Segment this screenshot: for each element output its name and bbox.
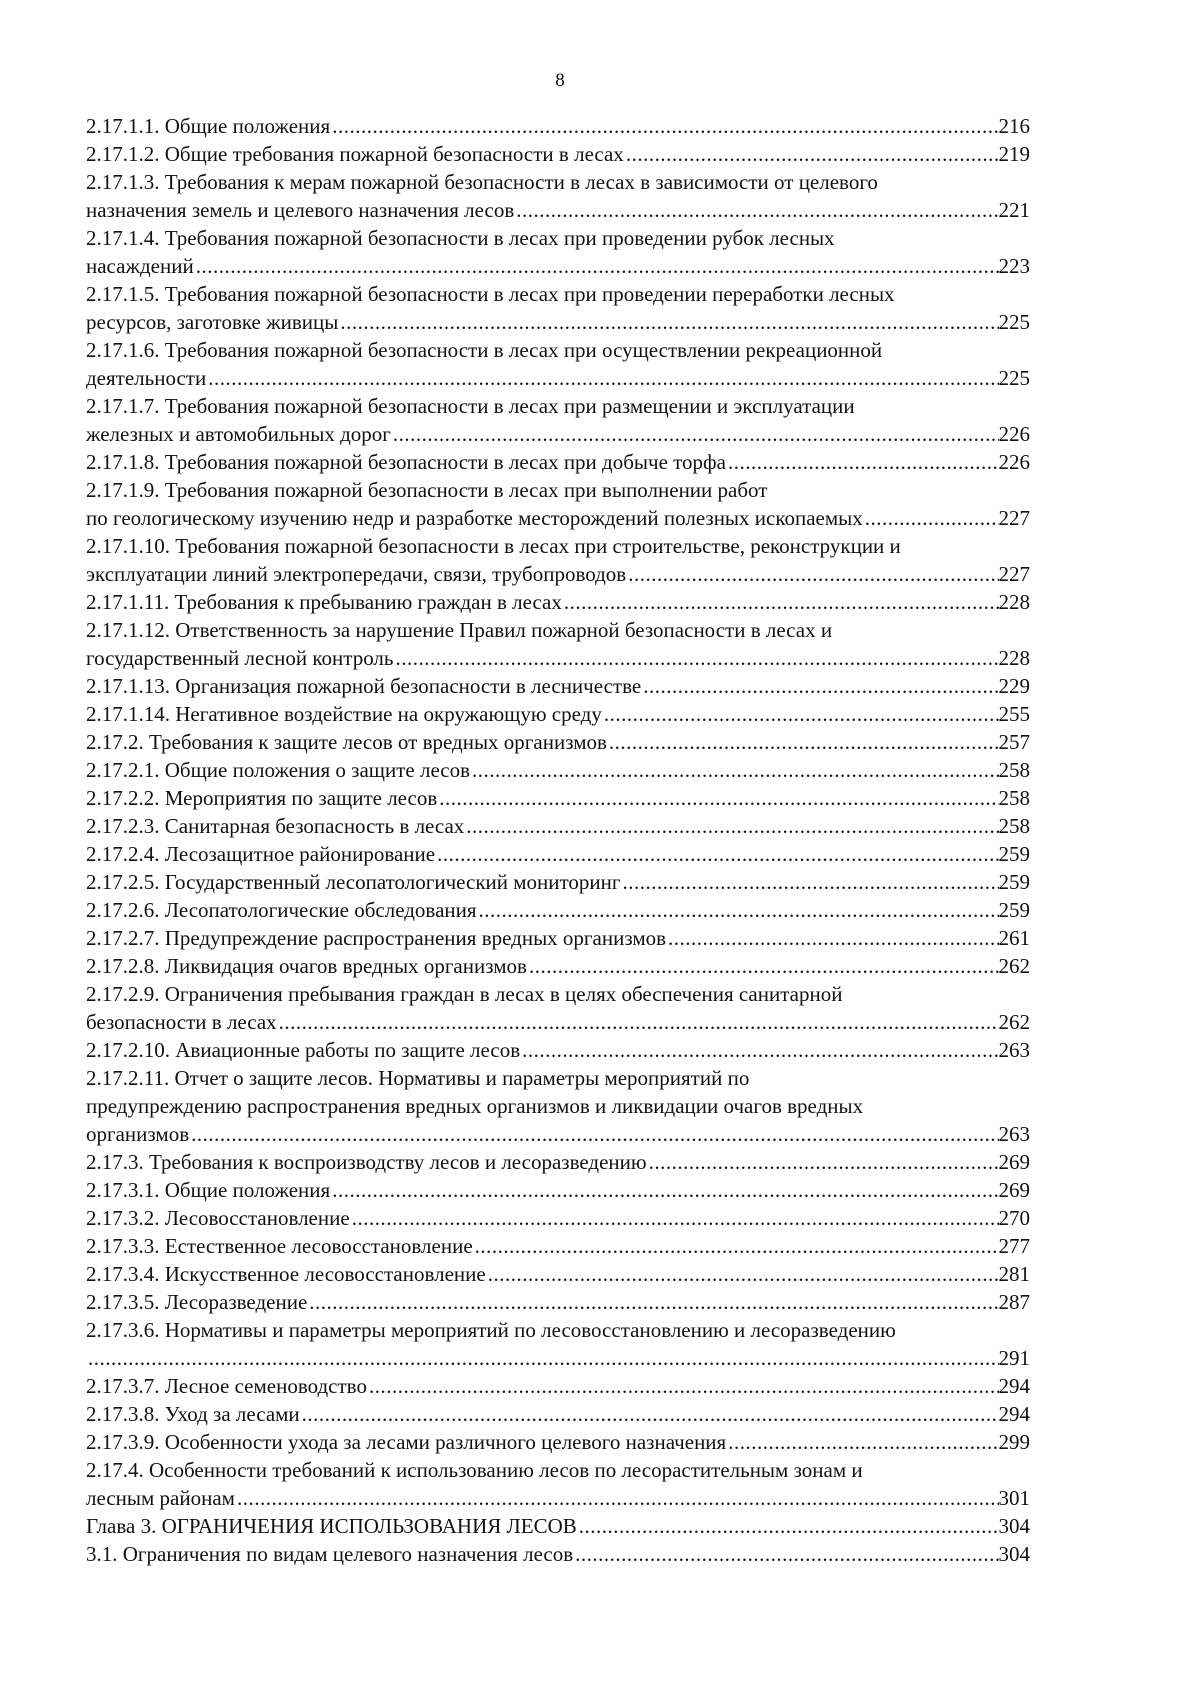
toc-entry-title: 2.17.1.4. Требования пожарной безопасности в лесах при проведении рубок лесных — [86, 226, 835, 250]
toc-entry-title: лесным районам — [86, 1486, 235, 1510]
toc-page-number: 294 — [998, 1374, 1030, 1398]
dot-leader — [330, 1176, 998, 1204]
toc-entry-title: эксплуатации линий электропередачи, связи, трубопроводов — [86, 562, 627, 586]
toc-entry — [86, 1036, 1030, 1064]
toc-entry-last-line — [86, 420, 1030, 448]
toc-entry — [86, 1260, 1030, 1288]
dot-leader — [464, 812, 998, 840]
toc-entry — [86, 952, 1030, 980]
toc-entry-last-line — [86, 924, 1030, 952]
toc-entry-title: 2.17.2.3. Санитарная безопасность в лесах — [86, 814, 465, 838]
toc-entry-last-line — [86, 1120, 1030, 1148]
toc-entry — [86, 476, 1030, 532]
toc-entry-last-line — [86, 1372, 1030, 1400]
toc-page-number: 259 — [998, 870, 1030, 894]
dot-leader — [486, 1260, 999, 1288]
toc-entry-line — [86, 1316, 1030, 1344]
toc-entry-line — [86, 980, 1030, 1008]
toc-entry-last-line — [86, 1288, 1030, 1316]
toc-entry-title: 2.17.1.6. Требования пожарной безопасности в лесах при осуществлении рекреационной — [86, 338, 883, 362]
toc-page-number: 219 — [998, 142, 1030, 166]
toc-entry-title: 2.17.2.5. Государственный лесопатологический мониторинг — [86, 870, 621, 894]
toc-page-number: 226 — [998, 422, 1030, 446]
toc-entry — [86, 1288, 1030, 1316]
toc-entry-last-line — [86, 1428, 1030, 1456]
toc-entry — [86, 140, 1030, 168]
toc-entry — [86, 168, 1030, 224]
toc-entry-title: 2.17.2.7. Предупреждение распространения вредных организмов — [86, 926, 667, 950]
toc-entry — [86, 1316, 1030, 1372]
toc-entry — [86, 672, 1030, 700]
toc-entry-last-line — [86, 1344, 1030, 1372]
toc-entry-title: государственный лесной контроль — [86, 646, 394, 670]
toc-entry-last-line — [86, 756, 1030, 784]
dot-leader — [602, 700, 999, 728]
dot-leader — [330, 112, 998, 140]
toc-entry-last-line — [86, 588, 1030, 616]
toc-entry — [86, 336, 1030, 392]
dot-leader — [607, 728, 999, 756]
toc-entry — [86, 392, 1030, 448]
toc-entry-title: предупреждению распространения вредных организмов и ликвидации очагов вредных — [86, 1094, 864, 1118]
toc-entry-title: 2.17.1.3. Требования к мерам пожарной безопасности в лесах в зависимости от целевого — [86, 170, 878, 194]
toc-page-number: 301 — [998, 1486, 1030, 1510]
toc-entry — [86, 784, 1030, 812]
toc-page-number: 216 — [998, 114, 1030, 138]
toc-entry-last-line — [86, 896, 1030, 924]
toc-entry-title: 2.17.3.3. Естественное лесовосстановление — [86, 1234, 473, 1258]
toc-entry-title: 2.17.3.8. Уход за лесами — [86, 1402, 300, 1426]
toc-entry-title: железных и автомобильных дорог — [86, 422, 391, 446]
toc-page-number: 258 — [998, 758, 1030, 782]
toc-entry-last-line — [86, 1540, 1030, 1568]
toc-entry — [86, 1540, 1030, 1568]
toc-page-number: 304 — [998, 1542, 1030, 1566]
toc-page-number: 258 — [998, 814, 1030, 838]
toc-entry-title: 2.17.3.4. Искусственное лесовосстановление — [86, 1262, 486, 1286]
toc-entry-last-line — [86, 728, 1030, 756]
dot-leader — [277, 1008, 999, 1036]
toc-entry-title: 2.17.2.11. Отчет о защите лесов. Нормативы и параметры мероприятий по — [86, 1066, 750, 1090]
toc-entry-title: 2.17.3.5. Лесоразведение — [86, 1290, 308, 1314]
toc-entry-last-line — [86, 1036, 1030, 1064]
toc-entry-title: 2.17.1.1. Общие положения — [86, 114, 331, 138]
toc-page-number: 261 — [998, 926, 1030, 950]
toc-entry-title: 2.17.3.7. Лесное семеноводство — [86, 1374, 367, 1398]
toc-entry-line — [86, 336, 1030, 364]
toc-page-number: 227 — [998, 562, 1030, 586]
dot-leader — [641, 672, 998, 700]
toc-entry-last-line — [86, 1148, 1030, 1176]
toc-entry — [86, 1148, 1030, 1176]
dot-leader — [235, 1484, 999, 1512]
toc-page-number: 277 — [998, 1234, 1030, 1258]
toc-page-number: 259 — [998, 898, 1030, 922]
dot-leader — [647, 1148, 999, 1176]
toc-entry-title: 2.17.1.8. Требования пожарной безопасности в лесах при добыче торфа — [86, 450, 726, 474]
toc-page-number: 263 — [998, 1038, 1030, 1062]
toc-entry-line — [86, 168, 1030, 196]
toc-entry — [86, 896, 1030, 924]
toc-entry-title: 2.17.2.8. Ликвидация очагов вредных организмов — [86, 954, 527, 978]
toc-page-number: 228 — [998, 646, 1030, 670]
toc-entry — [86, 1456, 1030, 1512]
toc-entry-last-line — [86, 504, 1030, 532]
toc-entry-title: 2.17.2.9. Ограничения пребывания граждан в лесах в целях обеспечения санитарной — [86, 982, 843, 1006]
toc-entry — [86, 532, 1030, 588]
toc-page-number: 269 — [998, 1150, 1030, 1174]
toc-entry-title: 2.17.2.10. Авиационные работы по защите лесов — [86, 1038, 521, 1062]
toc-entry — [86, 868, 1030, 896]
toc-entry — [86, 1400, 1030, 1428]
toc-entry-last-line — [86, 700, 1030, 728]
toc-page-number: 262 — [998, 954, 1030, 978]
dot-leader — [470, 756, 998, 784]
toc-entry-title: 2.17.2.4. Лесозащитное районирование — [86, 842, 436, 866]
dot-leader — [562, 588, 999, 616]
toc-entry — [86, 728, 1030, 756]
toc-page-number: 294 — [998, 1402, 1030, 1426]
toc-entry-title: Глава 3. ОГРАНИЧЕНИЯ ИСПОЛЬЗОВАНИЯ ЛЕСОВ — [86, 1514, 577, 1538]
toc-page-number: 225 — [998, 310, 1030, 334]
dot-leader — [367, 1372, 999, 1400]
toc-entry-title: деятельности — [86, 366, 207, 390]
dot-leader — [338, 308, 998, 336]
toc-entry-title: 2.17.1.2. Общие требования пожарной безопасности в лесах — [86, 142, 624, 166]
dot-leader — [726, 1428, 998, 1456]
toc-entry-title: ресурсов, заготовке живицы — [86, 310, 339, 334]
dot-leader — [307, 1288, 998, 1316]
toc-entry-title: 2.17.1.11. Требования к пребыванию граждан в лесах — [86, 590, 562, 614]
toc-entry-line — [86, 1092, 1030, 1120]
toc-entry-title: по геологическому изучению недр и разработке месторождений полезных ископаемых — [86, 506, 863, 530]
toc-entry-last-line — [86, 812, 1030, 840]
toc-page-number: 291 — [998, 1346, 1030, 1370]
toc-page-number: 299 — [998, 1430, 1030, 1454]
toc-entry-last-line — [86, 560, 1030, 588]
toc-page-number: 263 — [998, 1122, 1030, 1146]
toc-entry-last-line — [86, 1260, 1030, 1288]
toc-entry-title: 2.17.2. Требования к защите лесов от вредных организмов — [86, 730, 607, 754]
toc-entry-line — [86, 1064, 1030, 1092]
toc-entry — [86, 1428, 1030, 1456]
toc-entry-last-line — [86, 364, 1030, 392]
dot-leader — [621, 868, 999, 896]
toc-entry-line — [86, 280, 1030, 308]
toc-entry-title: 2.17.2.2. Мероприятия по защите лесов — [86, 786, 438, 810]
toc-entry-last-line — [86, 1400, 1030, 1428]
toc-page-number: 287 — [998, 1290, 1030, 1314]
toc-entry-title: безопасности в лесах — [86, 1010, 277, 1034]
toc-entry-last-line — [86, 1176, 1030, 1204]
toc-entry — [86, 112, 1030, 140]
dot-leader — [350, 1204, 999, 1232]
toc-entry — [86, 1064, 1030, 1148]
dot-leader — [393, 644, 998, 672]
toc-entry-title: насаждений — [86, 254, 194, 278]
toc-entry-title: 2.17.3.6. Нормативы и параметры мероприятий по лесовосстановлению и лесоразведению — [86, 1318, 896, 1342]
page-number: 8 — [555, 70, 565, 91]
toc-entry-last-line — [86, 112, 1030, 140]
toc-entry-last-line — [86, 644, 1030, 672]
dot-leader — [573, 1540, 998, 1568]
toc-page-number: 229 — [998, 674, 1030, 698]
dot-leader — [527, 952, 999, 980]
toc-entry-last-line — [86, 140, 1030, 168]
dot-leader — [437, 784, 998, 812]
toc-entry-last-line — [86, 952, 1030, 980]
dot-leader — [666, 924, 998, 952]
toc-page-number: 259 — [998, 842, 1030, 866]
dot-leader — [473, 1232, 999, 1260]
toc-entry — [86, 448, 1030, 476]
toc-entry-line — [86, 392, 1030, 420]
toc-entry — [86, 1372, 1030, 1400]
toc-entry-title: 2.17.1.12. Ответственность за нарушение Правил пожарной безопасности в лесах и — [86, 618, 833, 642]
dot-leader — [86, 1344, 999, 1372]
dot-leader — [577, 1512, 999, 1540]
toc-entry-title: 2.17.1.10. Требования пожарной безопасности в лесах при строительстве, реконструкции и — [86, 534, 901, 558]
toc-entry-title: 3.1. Ограничения по видам целевого назначения лесов — [86, 1542, 574, 1566]
toc-entry-last-line — [86, 840, 1030, 868]
toc-page-number: 304 — [998, 1514, 1030, 1538]
dot-leader — [194, 252, 999, 280]
toc-entry-last-line — [86, 868, 1030, 896]
dot-leader — [624, 140, 999, 168]
toc-entry — [86, 756, 1030, 784]
dot-leader — [391, 420, 999, 448]
toc-entry-title: 2.17.3.9. Особенности ухода за лесами различного целевого назначения — [86, 1430, 727, 1454]
toc-entry-last-line — [86, 196, 1030, 224]
toc-page-number: 227 — [998, 506, 1030, 530]
toc-page-number: 223 — [998, 254, 1030, 278]
toc-entry-title: 2.17.4. Особенности требований к использованию лесов по лесорастительным зонам и — [86, 1458, 863, 1482]
dot-leader — [477, 896, 999, 924]
toc-entry-line — [86, 532, 1030, 560]
toc-page-number: 269 — [998, 1178, 1030, 1202]
toc-entry-line — [86, 1456, 1030, 1484]
toc-entry-title: 2.17.1.9. Требования пожарной безопасности в лесах при выполнении работ — [86, 478, 768, 502]
toc-page-number: 281 — [998, 1262, 1030, 1286]
toc-entry — [86, 924, 1030, 952]
toc-entry-title: назначения земель и целевого назначения лесов — [86, 198, 515, 222]
toc-entry-title: 2.17.2.6. Лесопатологические обследования — [86, 898, 477, 922]
toc-entry-last-line — [86, 252, 1030, 280]
toc-page-number: 262 — [998, 1010, 1030, 1034]
toc-page-number: 255 — [998, 702, 1030, 726]
toc-entry — [86, 980, 1030, 1036]
toc-page-number: 221 — [998, 198, 1030, 222]
toc-entry-title: 2.17.3.1. Общие положения — [86, 1178, 331, 1202]
toc-entry-last-line — [86, 1204, 1030, 1232]
toc-page-number: 228 — [998, 590, 1030, 614]
toc-entry — [86, 280, 1030, 336]
toc-entry-line — [86, 616, 1030, 644]
dot-leader — [726, 448, 999, 476]
toc-entry-last-line — [86, 308, 1030, 336]
toc-entry — [86, 700, 1030, 728]
toc-entry-title: организмов — [86, 1122, 190, 1146]
toc-entry-last-line — [86, 1484, 1030, 1512]
dot-leader — [520, 1036, 998, 1064]
toc-entry-title: 2.17.3.2. Лесовосстановление — [86, 1206, 350, 1230]
toc-entry-title: 2.17.1.14. Негативное воздействие на окружающую среду — [86, 702, 602, 726]
toc-entry — [86, 840, 1030, 868]
toc-entry-last-line — [86, 784, 1030, 812]
table-of-contents — [86, 112, 1030, 1568]
toc-page-number: 257 — [998, 730, 1030, 754]
dot-leader — [626, 560, 998, 588]
toc-page-number: 258 — [998, 786, 1030, 810]
toc-page-number: 270 — [998, 1206, 1030, 1230]
toc-entry-title: 2.17.1.5. Требования пожарной безопасности в лесах при проведении переработки лесных — [86, 282, 895, 306]
toc-page-number: 225 — [998, 366, 1030, 390]
toc-entry-line — [86, 476, 1030, 504]
dot-leader — [435, 840, 998, 868]
toc-entry-title: 2.17.2.1. Общие положения о защите лесов — [86, 758, 471, 782]
toc-entry-last-line — [86, 672, 1030, 700]
toc-entry-line — [86, 224, 1030, 252]
dot-leader — [300, 1400, 999, 1428]
toc-entry — [86, 1204, 1030, 1232]
toc-entry — [86, 1232, 1030, 1260]
toc-page-number: 226 — [998, 450, 1030, 474]
dot-leader — [206, 364, 998, 392]
toc-entry-last-line — [86, 1008, 1030, 1036]
toc-entry-title: 2.17.1.13. Организация пожарной безопасности в лесничестве — [86, 674, 642, 698]
toc-entry-last-line — [86, 448, 1030, 476]
toc-entry — [86, 1512, 1030, 1540]
toc-entry — [86, 1176, 1030, 1204]
toc-entry-last-line — [86, 1232, 1030, 1260]
toc-entry — [86, 588, 1030, 616]
dot-leader — [863, 504, 999, 532]
toc-entry-title: 2.17.1.7. Требования пожарной безопасности в лесах при размещении и эксплуатации — [86, 394, 855, 418]
toc-entry — [86, 616, 1030, 672]
toc-entry-last-line — [86, 1512, 1030, 1540]
toc-entry — [86, 224, 1030, 280]
dot-leader — [514, 196, 998, 224]
toc-entry — [86, 812, 1030, 840]
toc-entry-title: 2.17.3. Требования к воспроизводству лесов и лесоразведению — [86, 1150, 647, 1174]
dot-leader — [189, 1120, 998, 1148]
